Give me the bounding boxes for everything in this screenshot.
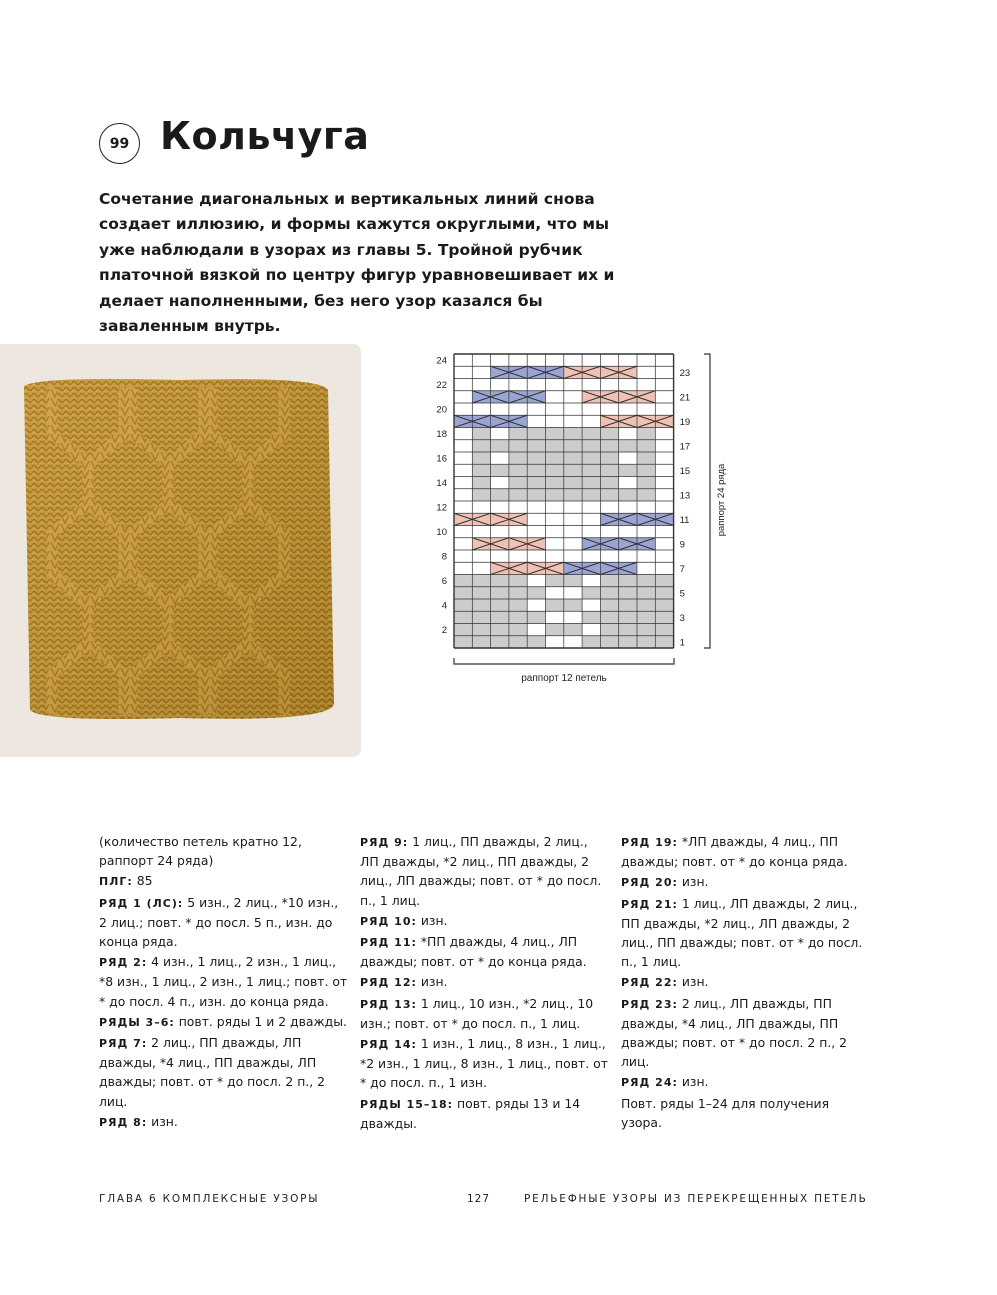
row-text: 2 лиц., ЛП дважды, ПП дважды, *4 лиц., ЛП дважды, ПП дважды; повт. от * до посл. 2 п., 2 лиц.: [621, 995, 848, 1070]
chart-purl-cell: [619, 464, 637, 476]
chart-purl-cell: [454, 611, 472, 623]
chart-purl-cell: [509, 575, 527, 587]
chart-purl-cell: [546, 624, 564, 636]
row-text: 4 изн., 1 лиц., 2 изн., 1 лиц., *8 изн., 1 лиц., 2 изн., 1 лиц.; повт. от * до посл. 4 п., изн. до конца ряда.: [99, 954, 348, 1009]
instruction-paragraph: [360, 994, 610, 1033]
instruction-paragraph: [621, 1094, 871, 1132]
footer-section: РЕЛЬЕФНЫЕ УЗОРЫ ИЗ ПЕРЕКРЕЩЕННЫХ ПЕТЕЛЬ: [524, 1193, 868, 1205]
row-text: 1 лиц., 10 изн., *2 лиц., 10 изн.; повт. от * до посл. п., 1 лиц.: [360, 995, 594, 1031]
chart-row-number: 8: [441, 551, 447, 563]
swatch-photo: [0, 344, 361, 757]
instruction-paragraph: [360, 832, 610, 910]
chart-purl-cell: [509, 624, 527, 636]
chart-row-number: 9: [679, 539, 685, 551]
row-label: РЯД 13:: [360, 997, 417, 1011]
row-label: РЯД 20:: [621, 876, 678, 890]
chart-row-repeat-label: раппорт 24 ряда: [716, 463, 727, 537]
chart-purl-cell: [582, 587, 600, 599]
chart-purl-cell: [472, 624, 490, 636]
instruction-paragraph: [621, 972, 871, 992]
chart-purl-cell: [546, 428, 564, 440]
chart-purl-cell: [637, 477, 655, 489]
chart-purl-cell: [491, 464, 509, 476]
chart-purl-cell: [564, 489, 582, 501]
chart-purl-cell: [454, 599, 472, 611]
chart-purl-cell: [600, 452, 618, 464]
instruction-paragraph: [99, 1012, 349, 1032]
chart-purl-cell: [491, 575, 509, 587]
instruction-paragraph: [621, 832, 871, 871]
chart-purl-cell: [637, 489, 655, 501]
chart-purl-cell: [472, 452, 490, 464]
chart-row-number: 3: [679, 612, 685, 624]
chart-purl-cell: [509, 636, 527, 648]
row-text: изн.: [147, 1113, 178, 1129]
chart-row-number: 18: [436, 429, 447, 441]
chart-row-number: 22: [436, 380, 447, 392]
chart-purl-cell: [527, 587, 545, 599]
chart-purl-cell: [655, 575, 673, 587]
row-label: РЯДЫ 15–18:: [360, 1097, 454, 1111]
chart-purl-cell: [491, 440, 509, 452]
instructions-column-2: [360, 832, 610, 1134]
row-text: (количество петель кратно 12, раппорт 24 ряда): [99, 834, 302, 869]
chart-purl-cell: [491, 489, 509, 501]
chart-purl-cell: [472, 477, 490, 489]
chart-purl-cell: [600, 440, 618, 452]
chart-purl-cell: [454, 624, 472, 636]
chart-purl-cell: [546, 575, 564, 587]
row-text: 5 изн., 2 лиц., *10 изн., 2 лиц.; повт. * до посл. 5 п., изн. до конца ряда.: [99, 894, 339, 950]
instructions-column-1: [99, 832, 349, 1133]
instruction-paragraph: [99, 1033, 349, 1111]
chart-row-number: 20: [436, 404, 447, 416]
chart-purl-cell: [472, 428, 490, 440]
row-text: 85: [132, 873, 153, 889]
chart-purl-cell: [637, 440, 655, 452]
row-label: РЯД 21:: [621, 897, 678, 911]
instructions-column-3: [621, 832, 871, 1133]
instruction-paragraph: [99, 952, 349, 1011]
chart-purl-cell: [454, 587, 472, 599]
row-text: 1 изн., 1 лиц., 8 изн., 1 лиц., *2 изн., 1 лиц., 8 изн., 1 лиц., повт. от * до посл. п., 1 изн.: [360, 1036, 608, 1091]
chart-purl-cell: [509, 587, 527, 599]
chart-purl-cell: [509, 452, 527, 464]
chart-row-number: 7: [679, 563, 685, 575]
chart-purl-cell: [637, 624, 655, 636]
chart-row-number: 16: [436, 453, 447, 465]
chart-purl-cell: [564, 428, 582, 440]
row-text: изн.: [416, 912, 448, 928]
instruction-paragraph: [99, 832, 349, 870]
row-text: повт. ряды 1 и 2 дважды.: [174, 1013, 347, 1029]
knitting-chart: [420, 350, 750, 690]
chart-purl-cell: [564, 575, 582, 587]
chart-purl-cell: [491, 599, 509, 611]
chart-stitch-repeat-label: раппорт 12 петель: [521, 673, 607, 684]
chart-purl-cell: [600, 464, 618, 476]
chart-purl-cell: [509, 477, 527, 489]
instruction-paragraph: [99, 871, 349, 891]
chart-purl-cell: [454, 636, 472, 648]
chart-purl-cell: [472, 575, 490, 587]
chart-purl-cell: [619, 587, 637, 599]
instruction-paragraph: [621, 994, 871, 1072]
instruction-paragraph: [99, 1112, 349, 1132]
chart-purl-cell: [546, 464, 564, 476]
chart-purl-cell: [582, 452, 600, 464]
instruction-paragraph: [360, 1094, 610, 1133]
row-text: 1 лиц., ПП дважды, 2 лиц., ЛП дважды, *2 лиц., ПП дважды, 2 лиц., ЛП дважды; повт. от * до посл. п., 1 лиц.: [360, 834, 602, 908]
chart-purl-cell: [527, 464, 545, 476]
row-label: РЯД 1 (ЛС):: [99, 896, 184, 910]
chart-purl-cell: [637, 599, 655, 611]
chart-purl-cell: [564, 477, 582, 489]
row-text: изн.: [677, 974, 709, 990]
chart-purl-cell: [600, 575, 618, 587]
row-text: изн.: [677, 874, 709, 890]
chart-purl-cell: [582, 464, 600, 476]
chart-purl-cell: [454, 575, 472, 587]
chart-purl-cell: [637, 452, 655, 464]
row-text: изн.: [677, 1074, 709, 1090]
row-label: РЯД 23:: [621, 997, 678, 1011]
row-label: РЯД 22:: [621, 976, 678, 990]
page-title: Кольчуга: [160, 114, 370, 158]
chart-row-number: 15: [679, 465, 691, 477]
chart-purl-cell: [491, 636, 509, 648]
row-label: РЯД 7:: [99, 1037, 148, 1051]
chart-purl-cell: [509, 440, 527, 452]
chart-purl-cell: [600, 477, 618, 489]
chart-row-number: 12: [436, 502, 447, 514]
chart-purl-cell: [582, 611, 600, 623]
chart-purl-cell: [509, 428, 527, 440]
chart-row-number: 23: [679, 367, 691, 379]
instruction-paragraph: [621, 894, 871, 972]
chart-purl-cell: [564, 464, 582, 476]
instruction-paragraph: [621, 872, 871, 892]
chart-purl-cell: [600, 611, 618, 623]
chart-purl-cell: [600, 624, 618, 636]
chart-purl-cell: [600, 636, 618, 648]
chart-purl-cell: [637, 587, 655, 599]
chart-purl-cell: [655, 599, 673, 611]
chart-purl-cell: [527, 440, 545, 452]
chart-purl-cell: [472, 464, 490, 476]
chart-row-number: 19: [679, 416, 691, 428]
chart-purl-cell: [527, 611, 545, 623]
chart-purl-cell: [527, 428, 545, 440]
chart-purl-cell: [582, 428, 600, 440]
chart-purl-cell: [509, 599, 527, 611]
chart-purl-cell: [527, 489, 545, 501]
instruction-paragraph: [360, 911, 610, 931]
chart-row-number: 5: [679, 588, 685, 600]
row-label: РЯД 14:: [360, 1038, 417, 1052]
row-label: РЯДЫ 3–6:: [99, 1015, 175, 1029]
chart-row-number: 4: [441, 600, 447, 612]
pattern-number: 99: [109, 135, 130, 152]
chart-purl-cell: [472, 489, 490, 501]
chart-purl-cell: [564, 599, 582, 611]
chart-purl-cell: [619, 489, 637, 501]
instruction-paragraph: [99, 893, 349, 952]
chart-purl-cell: [564, 452, 582, 464]
chart-row-number: 14: [436, 478, 447, 490]
chart-purl-cell: [655, 624, 673, 636]
chart-purl-cell: [619, 624, 637, 636]
chart-purl-cell: [509, 611, 527, 623]
row-text: 1 лиц., ЛП дважды, 2 лиц., ПП дважды, *2 лиц., ЛП дважды, 2 лиц., ПП дважды; повт. от * до посл. п., 1 лиц.: [621, 895, 863, 970]
chart-purl-cell: [509, 464, 527, 476]
row-label: РЯД 19:: [621, 836, 678, 849]
chart-purl-cell: [600, 489, 618, 501]
chart-purl-cell: [527, 636, 545, 648]
chart-purl-cell: [546, 440, 564, 452]
chart-purl-cell: [619, 575, 637, 587]
row-text: 2 лиц., ПП дважды, ЛП дважды, *4 лиц., ПП дважды, ЛП дважды; повт. от * до посл. 2 п., 2 лиц.: [99, 1035, 326, 1109]
chart-purl-cell: [582, 477, 600, 489]
page-number: 127: [467, 1193, 491, 1205]
chart-row-number: 11: [679, 514, 690, 526]
chart-row-number: 13: [679, 490, 691, 502]
row-label: РЯД 24:: [621, 1076, 678, 1090]
chart-purl-cell: [655, 587, 673, 599]
chart-purl-cell: [619, 440, 637, 452]
chart-purl-cell: [527, 477, 545, 489]
instruction-paragraph: [360, 1034, 610, 1093]
footer-chapter: ГЛАВА 6 КОМПЛЕКСНЫЕ УЗОРЫ: [99, 1193, 320, 1205]
row-label: РЯД 2:: [99, 956, 148, 970]
chart-purl-cell: [564, 624, 582, 636]
row-label: РЯД 8:: [99, 1115, 148, 1129]
row-text: *ЛП дважды, 4 лиц., ПП дважды; повт. от * до конца ряда.: [621, 834, 848, 870]
chart-purl-cell: [491, 624, 509, 636]
instruction-paragraph: [621, 1072, 871, 1092]
chart-purl-cell: [472, 599, 490, 611]
chart-purl-cell: [582, 636, 600, 648]
intro-paragraph: Сочетание диагональных и вертикальных линий снова создает иллюзию, и формы кажутся округлыми, что мы уже наблюдали в узорах из главы 5. Тройной рубчик платочной вязкой по центру фигур уравновешивает их и делает наполненными, без него узор казался бы заваленным внутрь.: [99, 190, 615, 336]
instruction-paragraph: [360, 972, 610, 992]
chart-purl-cell: [655, 636, 673, 648]
row-text: повт. ряды 13 и 14 дважды.: [360, 1095, 581, 1131]
chart-purl-cell: [619, 599, 637, 611]
chart-purl-cell: [472, 440, 490, 452]
chart-purl-cell: [655, 611, 673, 623]
chart-purl-cell: [546, 599, 564, 611]
chart-purl-cell: [637, 575, 655, 587]
chart-purl-cell: [600, 428, 618, 440]
chart-purl-cell: [600, 587, 618, 599]
row-text: изн.: [416, 974, 448, 990]
chart-row-number: 10: [436, 527, 447, 539]
chart-row-number: 6: [441, 576, 447, 588]
chart-row-number: 17: [679, 441, 691, 453]
chart-purl-cell: [546, 477, 564, 489]
chart-purl-cell: [637, 464, 655, 476]
pattern-number-badge: [99, 123, 140, 164]
chart-purl-cell: [582, 440, 600, 452]
row-label: РЯД 9:: [360, 836, 409, 849]
chart-purl-cell: [619, 636, 637, 648]
chart-purl-cell: [472, 636, 490, 648]
chart-purl-cell: [619, 611, 637, 623]
chart-row-number: 1: [679, 637, 685, 649]
chart-purl-cell: [637, 611, 655, 623]
row-text: *ПП дважды, 4 лиц., ЛП дважды; повт. от * до конца ряда.: [360, 934, 587, 970]
chart-purl-cell: [472, 611, 490, 623]
chart-row-number: 2: [441, 625, 447, 637]
chart-purl-cell: [546, 452, 564, 464]
chart-purl-cell: [491, 587, 509, 599]
chart-purl-cell: [491, 611, 509, 623]
chart-purl-cell: [582, 489, 600, 501]
row-label: ПЛГ:: [99, 875, 133, 889]
chart-row-number: 21: [679, 392, 691, 404]
instruction-paragraph: [360, 932, 610, 971]
chart-purl-cell: [600, 599, 618, 611]
chart-purl-cell: [546, 489, 564, 501]
chart-purl-cell: [509, 489, 527, 501]
row-label: РЯД 12:: [360, 976, 417, 990]
row-label: РЯД 10:: [360, 914, 417, 928]
chart-row-number: 24: [436, 355, 447, 367]
chart-purl-cell: [564, 440, 582, 452]
chart-purl-cell: [637, 636, 655, 648]
row-label: РЯД 11:: [360, 936, 417, 950]
chart-purl-cell: [472, 587, 490, 599]
row-text: Повт. ряды 1–24 для получения узора.: [621, 1095, 830, 1130]
chart-purl-cell: [637, 428, 655, 440]
chart-purl-cell: [527, 452, 545, 464]
